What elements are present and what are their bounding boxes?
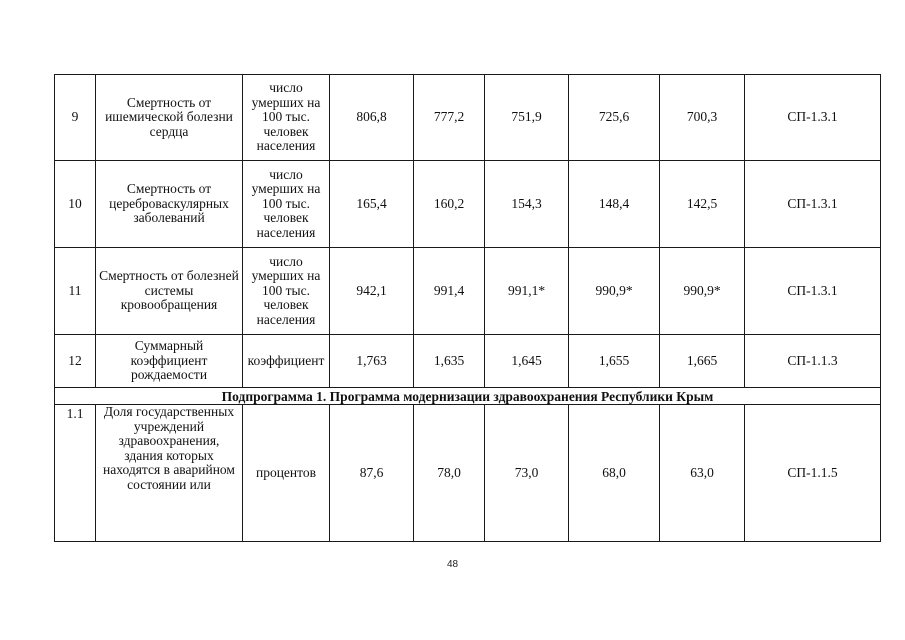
value-cell: 1,665: [660, 335, 745, 388]
value-cell: 160,2: [414, 161, 485, 248]
row-number: 11: [55, 248, 96, 335]
value-cell: 990,9*: [660, 248, 745, 335]
row-number: 12: [55, 335, 96, 388]
value-cell: 991,1*: [485, 248, 569, 335]
value-cell: 154,3: [485, 161, 569, 248]
indicator-name: Доля государственных учреждений здравоохранения, здания которых находятся в аварийном состоянии или: [96, 405, 243, 542]
row-number: 1.1: [55, 405, 96, 542]
value-cell: 63,0: [660, 405, 745, 542]
value-cell: 725,6: [569, 75, 660, 161]
value-cell: 73,0: [485, 405, 569, 542]
value-cell: 78,0: [414, 405, 485, 542]
code-cell: СП-1.1.3: [745, 335, 881, 388]
value-cell: 942,1: [330, 248, 414, 335]
value-cell: 777,2: [414, 75, 485, 161]
indicator-name: Смертность от болезней системы кровообращения: [96, 248, 243, 335]
subprogram-heading: Подпрограмма 1. Программа модернизации здравоохранения Республики Крым: [55, 388, 881, 405]
row-number: 9: [55, 75, 96, 161]
table-row: [55, 405, 881, 542]
value-cell: 87,6: [330, 405, 414, 542]
page-number: 48: [446, 559, 459, 570]
unit-cell: число умерших на 100 тыс. человек населения: [243, 161, 330, 248]
value-cell: 991,4: [414, 248, 485, 335]
value-cell: 1,635: [414, 335, 485, 388]
table-row: [55, 75, 881, 161]
code-cell: СП-1.3.1: [745, 161, 881, 248]
table-row: [55, 335, 881, 388]
value-cell: 165,4: [330, 161, 414, 248]
value-cell: 700,3: [660, 75, 745, 161]
indicator-name: Смертность от цереброваскулярных заболеваний: [96, 161, 243, 248]
value-cell: 1,655: [569, 335, 660, 388]
unit-cell: коэффициент: [243, 335, 330, 388]
value-cell: 1,645: [485, 335, 569, 388]
unit-cell: процентов: [243, 405, 330, 542]
code-cell: СП-1.3.1: [745, 75, 881, 161]
indicator-table: [54, 74, 881, 542]
subprogram-row: [55, 388, 881, 405]
table-row: [55, 248, 881, 335]
value-cell: 68,0: [569, 405, 660, 542]
code-cell: СП-1.3.1: [745, 248, 881, 335]
unit-cell: число умерших на 100 тыс. человек населения: [243, 75, 330, 161]
value-cell: 806,8: [330, 75, 414, 161]
code-cell: СП-1.1.5: [745, 405, 881, 542]
value-cell: 990,9*: [569, 248, 660, 335]
value-cell: 148,4: [569, 161, 660, 248]
value-cell: 1,763: [330, 335, 414, 388]
row-number: 10: [55, 161, 96, 248]
unit-cell: число умерших на 100 тыс. человек населения: [243, 248, 330, 335]
indicator-name: Суммарный коэффициент рождаемости: [96, 335, 243, 388]
value-cell: 751,9: [485, 75, 569, 161]
table-row: [55, 161, 881, 248]
value-cell: 142,5: [660, 161, 745, 248]
indicator-name: Смертность от ишемической болезни сердца: [96, 75, 243, 161]
